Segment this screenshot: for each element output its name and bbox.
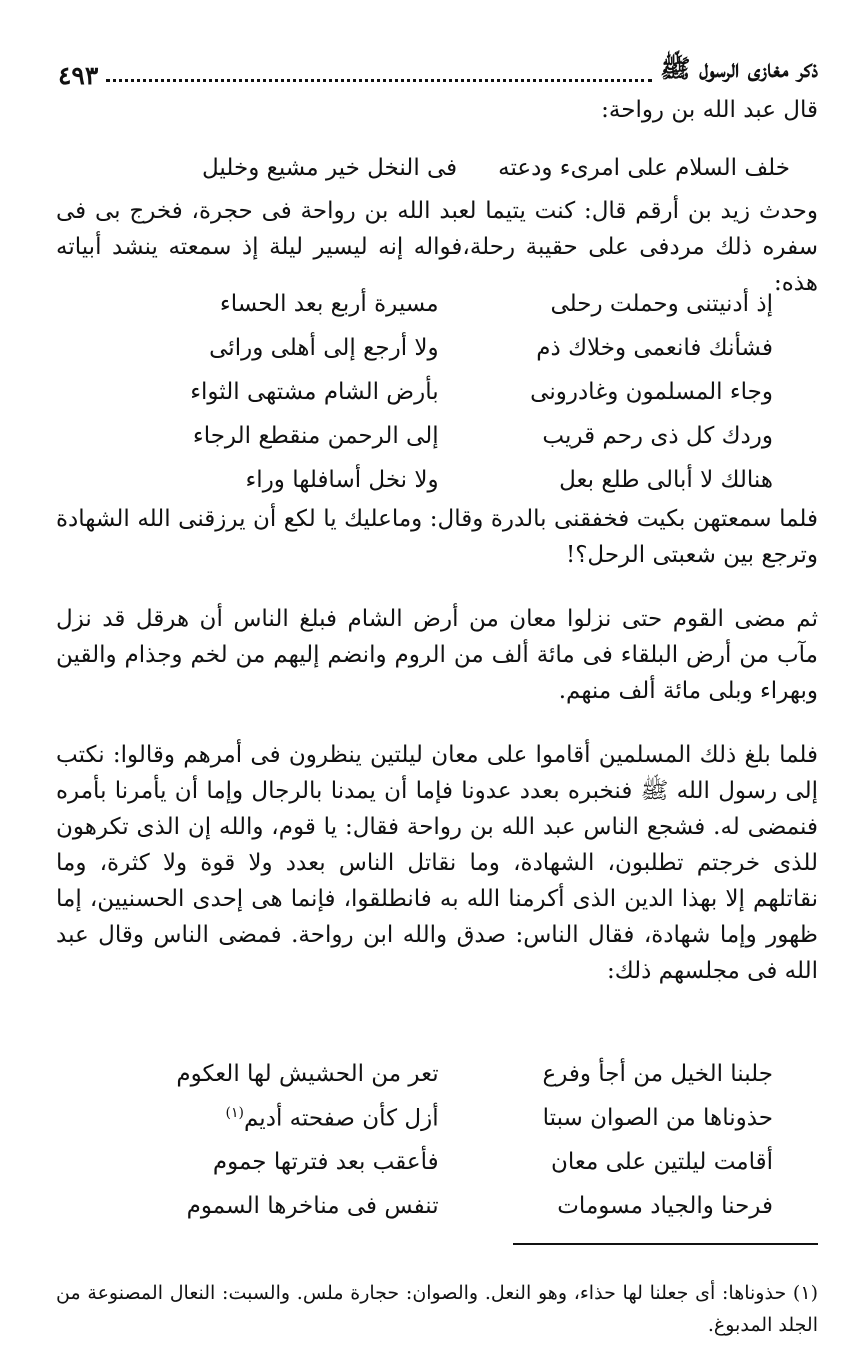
- verse-line: [110, 326, 818, 370]
- verse-first-hemistich: جلبنا الخيل من أجأ وفرع: [542, 1061, 773, 1087]
- verse-second-hemistich: فأعقب بعد فترتها جموم: [212, 1149, 439, 1175]
- verse-first-hemistich: أقامت ليلتين على معان: [550, 1149, 773, 1175]
- intro-line: قال عبد الله بن رواحة:: [601, 97, 818, 123]
- verse-second-hemistich: مسيرة أربع بعد الحساء: [219, 291, 439, 317]
- verse-second-hemistich: تعر من الحشيش لها العكوم: [176, 1061, 439, 1087]
- verse-first-hemistich: وردك كل ذى رحم قريب: [542, 423, 773, 449]
- verse-line: [110, 1052, 818, 1096]
- verse-second-hemistich: ولا أرجع إلى أهلى ورائى: [209, 335, 439, 361]
- paragraph-council: فلما بلغ ذلك المسلمين أقاموا على معان ليلتين ينظرون فى أمرهم وقالوا: نكتب إلى رسول الله ﷺ فنخبره بعدد عدونا فإما أن يمدنا بالرجال وإما أن يأمرنا بأمره فنمضى له. فشجع الناس عبد الله بن رواحة فقال: يا قوم، والله إن الذى تكرهون للذى خرجتم تطلبون، الشهادة، وما نقاتل الناس بعدد ولا قوة ولا كثرة، وما نقاتلهم إلا بهذا الدين الذى أكرمنا الله به فانطلقوا، فإنما هى إحدى الحسنيين، إما ظهور وإما شهادة، فقال الناس: صدق والله ابن رواحة. فمضى الناس وقال عبد الله فى مجلسهم ذلك:: [56, 742, 818, 984]
- verse-line: [110, 1096, 818, 1140]
- poem-ibn-rawaha-1: [110, 282, 818, 502]
- header-title: ذكر مغازى الرسول ﷺ: [660, 54, 818, 83]
- paragraph-heraclius: ثم مضى القوم حتى نزلوا معان من أرض الشام فبلغ الناس أن هرقل قد نزل مآب من أرض البلقاء فى مائة ألف من الروم وانضم إليهم من لخم وجذام والقين وبهراء وبلى مائة ألف منهم.: [56, 606, 818, 704]
- verse-line: [110, 458, 818, 502]
- footnote-rule: [513, 1243, 818, 1245]
- verse-first-hemistich: خلف السلام على امرىء ودعته: [498, 155, 790, 181]
- hemistich-text: أزل كأن صفحته أديم: [244, 1105, 439, 1132]
- verse-line: [110, 1184, 818, 1228]
- verse-first-hemistich: فشأنك فانعمى وخلاك ذم: [536, 335, 773, 361]
- verse-single: [130, 146, 818, 190]
- verse-first-hemistich: وجاء المسلمون وغادرونى: [530, 379, 773, 405]
- verse-first-hemistich: إذ أدنيتنى وحملت رحلى: [550, 291, 773, 317]
- poem-ibn-rawaha-2: [110, 1052, 818, 1228]
- verse-line: [110, 1140, 818, 1184]
- verse-first-hemistich: هنالك لا أبالى طلع بعل: [559, 467, 773, 493]
- verse-line: [110, 414, 818, 458]
- page-number: ٤٩٣: [58, 61, 99, 90]
- verse-line: [110, 370, 818, 414]
- verse-second-hemistich: بأرض الشام مشتهى الثواء: [190, 379, 439, 405]
- footnote-marker: (١): [225, 1104, 244, 1121]
- verse-line: [110, 282, 818, 326]
- verse-first-hemistich: حذوناها من الصوان سبتا: [542, 1105, 773, 1131]
- verse-second-hemistich: [130, 1105, 439, 1132]
- paragraph-weeping: فلما سمعتهن بكيت فخفقنى بالدرة وقال: وماعليك يا لكع أن يرزقنى الله الشهادة وترجع بين شعبتى الرحل؟!: [56, 506, 818, 568]
- running-header: [58, 50, 818, 90]
- paragraph-zaid: وحدث زيد بن أرقم قال: كنت يتيما لعبد الله بن رواحة فى حجرة، فخرج بى فى سفره ذلك مردفى على حقيبة رحلة،فواله إنه ليسير ليلة إذ سمعته ينشد أبياته هذه:: [56, 198, 818, 296]
- verse-second-hemistich: تنفس فى مناخرها السموم: [186, 1193, 439, 1219]
- verse-first-hemistich: فرحنا والجياد مسومات: [557, 1193, 773, 1219]
- header-dot-leader: [106, 79, 652, 82]
- verse-line: [130, 146, 818, 190]
- footnote: (١) حذوناها: أى جعلنا لها حذاء، وهو النعل. والصوان: حجارة ملس. والسبت: النعال المصنوعة من الجلد المدبوغ.: [56, 1282, 818, 1336]
- verse-second-hemistich: فى النخل خير مشيع وخليل: [202, 155, 458, 181]
- verse-second-hemistich: إلى الرحمن منقطع الرجاء: [192, 423, 439, 449]
- verse-second-hemistich: ولا نخل أسافلها وراء: [245, 467, 439, 493]
